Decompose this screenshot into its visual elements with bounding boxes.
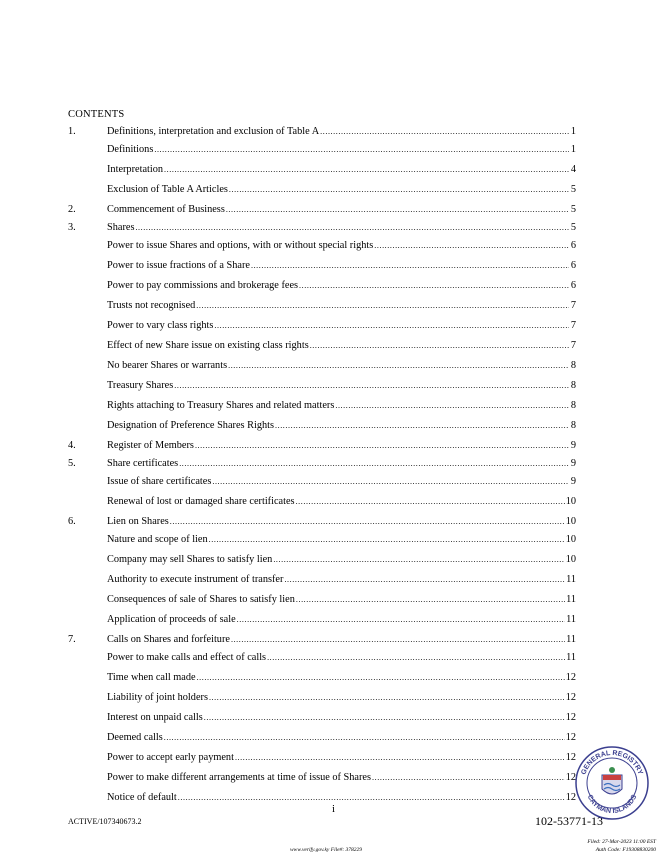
dot-leader (299, 280, 569, 292)
toc-entry-title: Company may sell Shares to satisfy lien (107, 554, 273, 565)
toc-entry-number: 5. (68, 458, 76, 469)
dot-leader (284, 574, 565, 586)
toc-entry-title: Notice of default (107, 792, 177, 803)
toc-entry[interactable] (68, 400, 576, 412)
contents-heading: CONTENTS (68, 109, 125, 120)
toc-entry-page: 11 (566, 574, 576, 585)
toc-entry-page: 7 (570, 340, 576, 351)
toc-entry-title: Exclusion of Table A Articles (107, 184, 228, 195)
toc-entry[interactable] (68, 672, 576, 684)
dot-leader (204, 712, 565, 724)
dot-leader (197, 672, 565, 684)
toc-entry-title: Power to vary class rights (107, 320, 214, 331)
dot-leader (226, 204, 569, 216)
toc-entry[interactable] (68, 496, 576, 508)
toc-entry-title: Liability of joint holders (107, 692, 208, 703)
toc-entry-number: 3. (68, 222, 76, 233)
toc-entry-page: 10 (565, 496, 576, 507)
toc-entry[interactable] (68, 280, 576, 292)
toc-entry[interactable] (68, 752, 576, 764)
toc-entry-title: Rights attaching to Treasury Shares and related matters (107, 400, 335, 411)
toc-entry[interactable] (68, 300, 576, 312)
dot-leader (164, 732, 565, 744)
toc-entry-title: Share certificates (107, 458, 179, 469)
toc-entry-title: Register of Members (107, 440, 194, 451)
dot-leader (228, 360, 569, 372)
dot-leader (296, 496, 565, 508)
toc-entry-title: Interest on unpaid calls (107, 712, 203, 723)
toc-entry[interactable] (68, 692, 576, 704)
toc-entry-page: 7 (570, 300, 576, 311)
toc-entry-page: 10 (565, 516, 576, 527)
filing-stamp (566, 838, 656, 854)
toc-entry-page: 6 (570, 260, 576, 271)
toc-entry[interactable] (68, 164, 576, 176)
toc-entry-title: Issue of share certificates (107, 476, 212, 487)
toc-entry-title: Renewal of lost or damaged share certificates (107, 496, 295, 507)
dot-leader (335, 400, 569, 412)
table-of-contents (68, 126, 576, 810)
toc-entry[interactable] (68, 574, 576, 586)
toc-entry[interactable] (68, 554, 576, 566)
dot-leader (195, 440, 569, 452)
dot-leader (275, 420, 569, 432)
toc-entry-page: 10 (565, 554, 576, 565)
toc-entry[interactable] (68, 260, 576, 272)
document-id: ACTIVE/107340673.2 (68, 817, 142, 826)
toc-entry-title: Definitions (107, 144, 154, 155)
dot-leader (237, 614, 565, 626)
toc-entry[interactable] (68, 712, 576, 724)
toc-entry-page: 9 (570, 440, 576, 451)
toc-entry-page: 8 (570, 400, 576, 411)
toc-entry[interactable] (68, 792, 576, 804)
toc-entry-page: 5 (570, 204, 576, 215)
toc-entry-title: Deemed calls (107, 732, 163, 743)
toc-entry[interactable] (68, 144, 576, 156)
toc-entry-page: 12 (565, 692, 576, 703)
toc-entry[interactable] (68, 340, 576, 352)
registry-number: 102-53771-13 (535, 814, 603, 828)
toc-entry[interactable] (68, 420, 576, 432)
toc-entry-page: 6 (570, 280, 576, 291)
dot-leader (174, 380, 569, 392)
toc-entry-title: No bearer Shares or warrants (107, 360, 228, 371)
toc-entry[interactable] (68, 732, 576, 744)
toc-entry[interactable] (68, 634, 576, 646)
dot-leader (179, 458, 569, 470)
toc-entry-number: 1. (68, 126, 76, 137)
toc-entry-title: Consequences of sale of Shares to satisfy lien (107, 594, 295, 605)
toc-entry-page: 12 (565, 732, 576, 743)
toc-entry-page: 6 (570, 240, 576, 251)
toc-entry[interactable] (68, 320, 576, 332)
toc-entry-page: 12 (565, 712, 576, 723)
toc-entry-title: Authority to execute instrument of transfer (107, 574, 284, 585)
toc-entry[interactable] (68, 184, 576, 196)
toc-entry-number: 4. (68, 440, 76, 451)
dot-leader (178, 792, 565, 804)
toc-entry-page: 11 (566, 652, 576, 663)
toc-entry-title: Time when call made (107, 672, 196, 683)
toc-entry-title: Interpretation (107, 164, 164, 175)
toc-entry-page: 12 (565, 752, 576, 763)
toc-entry-page: 10 (565, 534, 576, 545)
toc-entry[interactable] (68, 594, 576, 606)
dot-leader (320, 126, 569, 138)
dot-leader (209, 692, 565, 704)
dot-leader (164, 164, 569, 176)
toc-entry-title: Trusts not recognised (107, 300, 196, 311)
toc-entry[interactable] (68, 204, 576, 216)
toc-entry-title: Power to pay commissions and brokerage fees (107, 280, 299, 291)
dot-leader (235, 752, 565, 764)
toc-entry[interactable] (68, 476, 576, 488)
toc-entry[interactable] (68, 458, 576, 470)
toc-entry-page: 7 (570, 320, 576, 331)
toc-entry-page: 8 (570, 380, 576, 391)
dot-leader (154, 144, 569, 156)
dot-leader (196, 300, 569, 312)
toc-entry-page: 9 (570, 458, 576, 469)
toc-entry[interactable] (68, 126, 576, 138)
toc-entry-number: 7. (68, 634, 76, 645)
toc-entry-page: 5 (570, 222, 576, 233)
toc-entry-title: Power to issue fractions of a Share (107, 260, 250, 271)
filed-date: Filed: 27-Mar-2023 11:00 EST (587, 839, 656, 845)
general-registry-seal-icon (574, 745, 650, 821)
toc-entry-title: Definitions, interpretation and exclusion of Table A (107, 126, 320, 137)
toc-entry-title: Designation of Preference Shares Rights (107, 420, 274, 431)
toc-entry-page: 4 (570, 164, 576, 175)
dot-leader (135, 222, 569, 234)
dot-leader (170, 516, 565, 528)
toc-entry[interactable] (68, 614, 576, 626)
auth-code: Auth Code: F19308830200 (595, 847, 656, 853)
dot-leader (372, 772, 565, 784)
toc-entry[interactable] (68, 360, 576, 372)
svg-text:CAYMAN ISLANDS: CAYMAN ISLANDS (585, 793, 639, 816)
toc-entry-title: Application of proceeds of sale (107, 614, 236, 625)
toc-entry-page: 1 (570, 144, 576, 155)
toc-entry-title: Calls on Shares and forfeiture (107, 634, 230, 645)
toc-entry-page: 8 (570, 420, 576, 431)
dot-leader (214, 320, 569, 332)
toc-entry[interactable] (68, 380, 576, 392)
toc-entry-page: 1 (570, 126, 576, 137)
toc-entry[interactable] (68, 772, 576, 784)
toc-entry-title: Power to make calls and effect of calls (107, 652, 267, 663)
toc-entry[interactable] (68, 440, 576, 452)
toc-entry[interactable] (68, 222, 576, 234)
verification-url: www.verify.gov.ky File#: 378229 (290, 847, 363, 853)
toc-entry-number: 6. (68, 516, 76, 527)
toc-entry-title: Power to issue Shares and options, with or without special rights (107, 240, 374, 251)
dot-leader (267, 652, 565, 664)
toc-entry-title: Nature and scope of lien (107, 534, 208, 545)
dot-leader (231, 634, 565, 646)
dot-leader (296, 594, 565, 606)
toc-entry-page: 11 (566, 594, 576, 605)
toc-entry-title: Treasury Shares (107, 380, 174, 391)
toc-entry-title: Lien on Shares (107, 516, 169, 527)
toc-entry-page: 8 (570, 360, 576, 371)
toc-entry-page: 11 (566, 634, 576, 645)
toc-entry-page: 5 (570, 184, 576, 195)
dot-leader (209, 534, 565, 546)
toc-entry[interactable] (68, 534, 576, 546)
page-number: i (332, 803, 336, 815)
toc-entry[interactable] (68, 516, 576, 528)
toc-entry-page: 12 (565, 772, 576, 783)
toc-entry-page: 12 (565, 792, 576, 803)
toc-entry[interactable] (68, 652, 576, 664)
dot-leader (310, 340, 569, 352)
toc-entry-title: Commencement of Business (107, 204, 225, 215)
toc-entry-page: 11 (566, 614, 576, 625)
svg-text:GENERAL REGISTRY: GENERAL REGISTRY (580, 749, 644, 776)
toc-entry-page: 9 (570, 476, 576, 487)
dot-leader (229, 184, 569, 196)
toc-entry-page: 12 (565, 672, 576, 683)
toc-entry[interactable] (68, 240, 576, 252)
toc-entry-title: Power to accept early payment (107, 752, 234, 763)
toc-entry-title: Effect of new Share issue on existing class rights (107, 340, 309, 351)
toc-entry-title: Power to make different arrangements at time of issue of Shares (107, 772, 372, 783)
dot-leader (273, 554, 564, 566)
dot-leader (374, 240, 569, 252)
toc-entry-title: Shares (107, 222, 135, 233)
dot-leader (251, 260, 569, 272)
dot-leader (212, 476, 569, 488)
toc-entry-number: 2. (68, 204, 76, 215)
